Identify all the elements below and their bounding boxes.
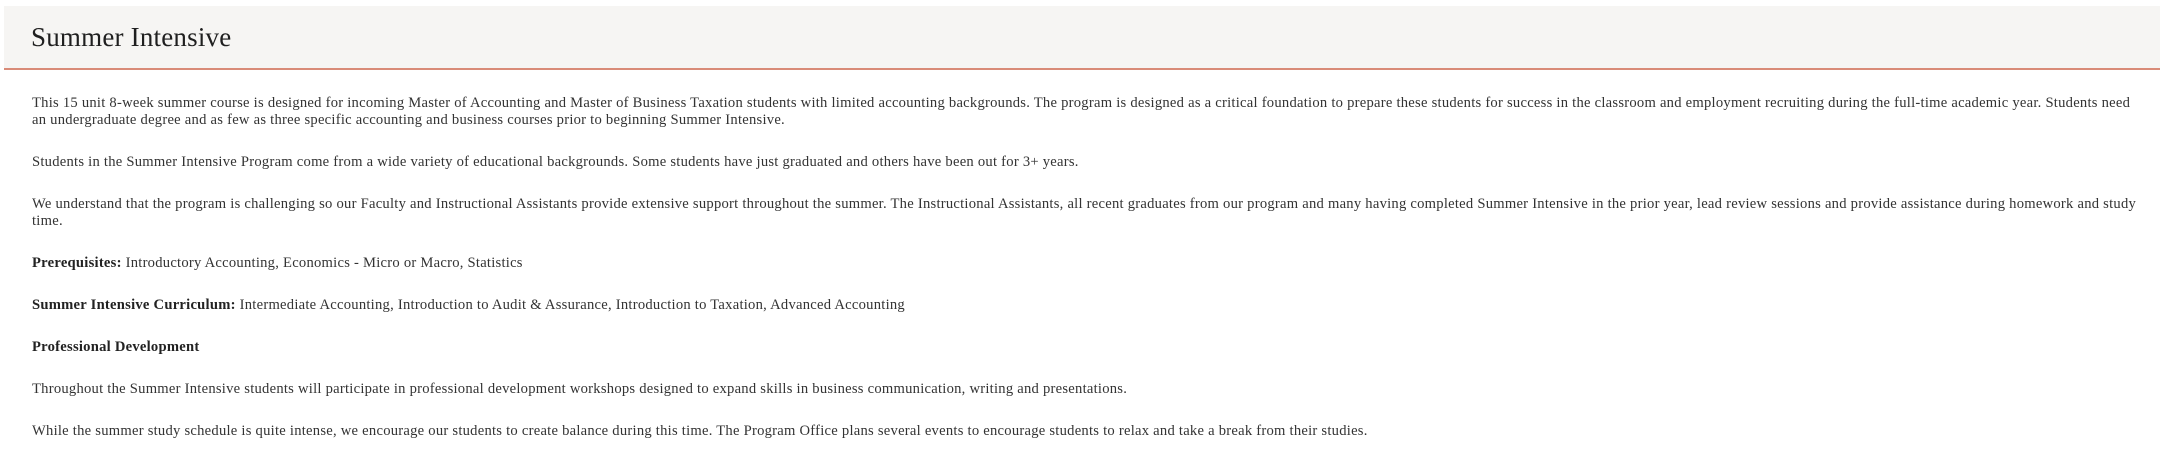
prerequisites-paragraph	[32, 255, 2140, 272]
curriculum-value: Intermediate Accounting, Introduction to Audit & Assurance, Introduction to Taxation, Advanced Accounting	[235, 297, 905, 313]
prerequisites-label: Prerequisites:	[32, 255, 122, 271]
curriculum-paragraph	[32, 297, 2140, 314]
summer-intensive-panel	[4, 6, 2160, 468]
curriculum-label: Summer Intensive Curriculum:	[32, 297, 236, 313]
intro-paragraph: This 15 unit 8-week summer course is designed for incoming Master of Accounting and Master of Business Taxation students with limited accounting backgrounds. The program is designed as a critical foundation to prepare these students for success in the classroom and employment recruiting during the full-time academic year. Students need an undergraduate degree and as few as three specific accounting and business courses prior to beginning Summer Intensive.	[32, 95, 2131, 128]
support-paragraph: We understand that the program is challenging so our Faculty and Instructional Assistants provide extensive support throughout the summer. The Instructional Assistants, all recent graduates from our program and many having completed Summer Intensive in the prior year, lead review sessions and provide assistance during homework and study time.	[32, 196, 2137, 229]
page-title: Summer Intensive	[31, 21, 232, 52]
professional-development-heading-text: Professional Development	[32, 339, 200, 355]
workshops-paragraph: Throughout the Summer Intensive students will participate in professional development workshops designed to expand skills in business communication, writing and presentations.	[32, 381, 1128, 397]
backgrounds-paragraph: Students in the Summer Intensive Program come from a wide variety of educational backgrounds. Some students have just graduated and others have been out for 3+ years.	[32, 154, 1079, 170]
professional-development-heading	[32, 339, 2140, 356]
balance-paragraph: While the summer study schedule is quite intense, we encourage our students to create balance during this time. The Program Office plans several events to encourage students to relax and take a break from their studies.	[32, 423, 1368, 439]
panel-header	[4, 6, 2160, 70]
panel-body	[4, 70, 2160, 440]
prerequisites-value: Introductory Accounting, Economics - Micro or Macro, Statistics	[121, 255, 523, 271]
